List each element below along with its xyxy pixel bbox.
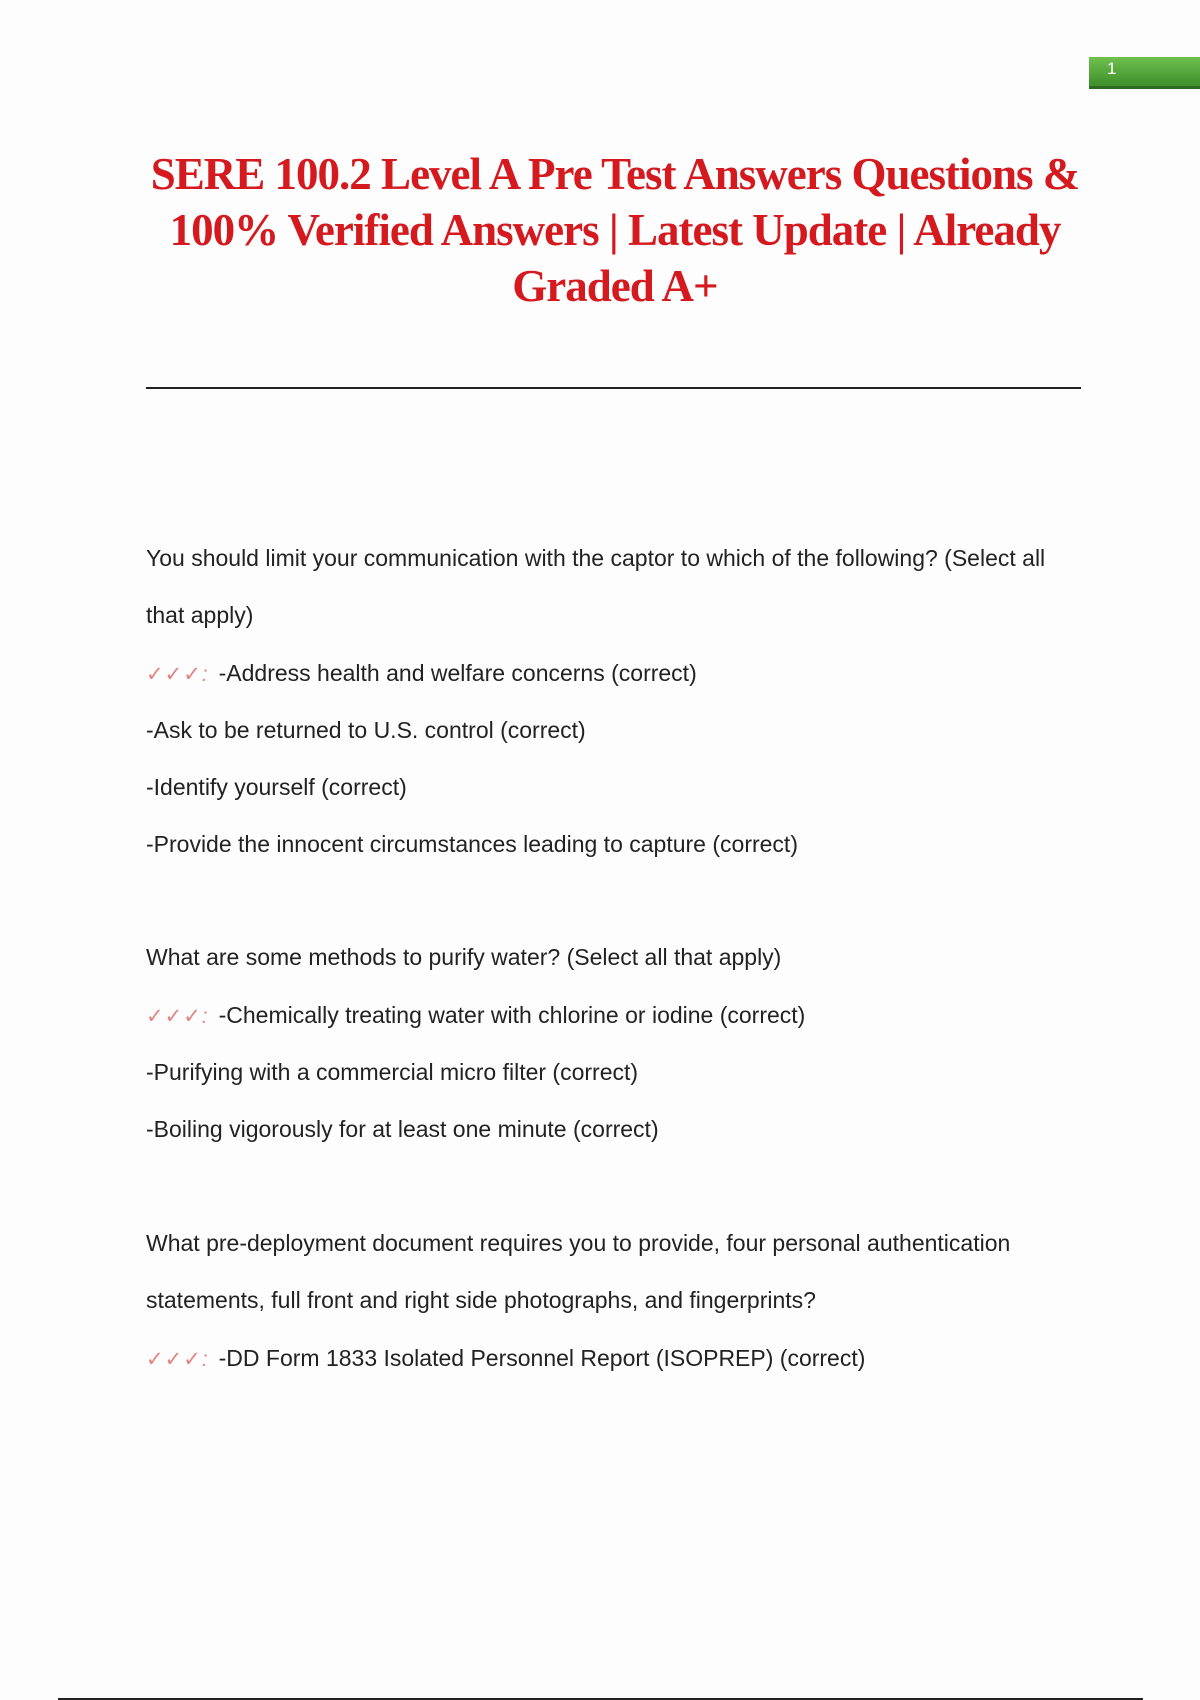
title-divider — [146, 387, 1081, 389]
answer-text: -Address health and welfare concerns (correct) — [218, 660, 697, 686]
document-title: SERE 100.2 Level A Pre Test Answers Questions & 100% Verified Answers | Latest Update | Already Graded A+ — [150, 149, 1080, 311]
answer-line: -Provide the innocent circumstances leading to capture (correct) — [146, 831, 798, 857]
answer-text: -DD Form 1833 Isolated Personnel Report (ISOPREP) (correct) — [218, 1345, 866, 1371]
answer-text: -Chemically treating water with chlorine or iodine (correct) — [218, 1002, 806, 1028]
page-number: 1 — [1107, 59, 1117, 78]
question-text: What pre-deployment document requires you to provide, four personal authentication statements, full front and right side photographs, and fingerprints? — [146, 1230, 1011, 1313]
answer-line: -Ask to be returned to U.S. control (correct) — [146, 717, 586, 743]
question-text: You should limit your communication with the captor to which of the following? (Select all that apply) — [146, 545, 1046, 628]
qa-item — [146, 1215, 1081, 1387]
answer-line: -Purifying with a commercial micro filter (correct) — [146, 1059, 639, 1085]
answer-line — [146, 986, 1081, 1044]
check-marks-icon: ✓✓✓: — [146, 1348, 209, 1371]
check-marks-icon: ✓✓✓: — [146, 1005, 209, 1028]
question-text: What are some methods to purify water? (Select all that apply) — [146, 944, 782, 970]
qa-item — [146, 929, 1081, 1158]
check-marks-icon: ✓✓✓: — [146, 663, 209, 686]
qa-list — [146, 530, 1081, 1443]
answer-line — [146, 1329, 1081, 1387]
qa-item — [146, 530, 1081, 873]
page-number-tab — [1089, 57, 1200, 89]
answer-line — [146, 644, 1081, 702]
answer-line: -Boiling vigorously for at least one minute (correct) — [146, 1116, 659, 1142]
answer-line: -Identify yourself (correct) — [146, 774, 407, 800]
